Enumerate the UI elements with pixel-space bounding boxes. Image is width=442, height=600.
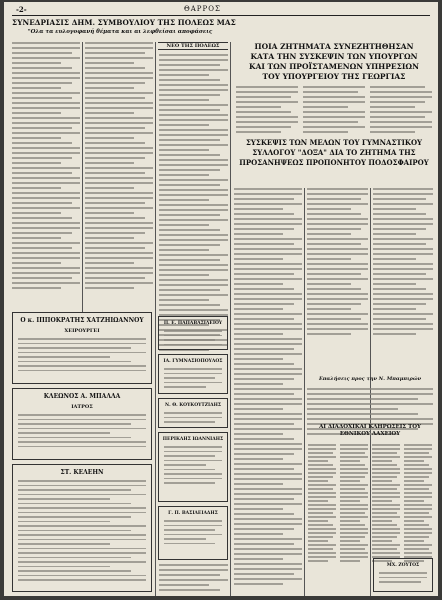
ad-surgeon xyxy=(12,312,152,384)
masthead: ΘΑΡΡΟΣ xyxy=(184,5,221,13)
headline-line: ΣΥΣΚΕΨΙΣ ΤΩΝ ΜΕΛΩΝ ΤΟΥ ΓΥΜΝΑΣΤΙΚΟΥ xyxy=(245,138,423,147)
ad-small-4 xyxy=(158,432,228,502)
gym-club-headline xyxy=(236,138,432,168)
ad-small-3 xyxy=(158,398,228,428)
ad-small-5 xyxy=(158,506,228,560)
headline-line: ΤΟΥ ΥΠΟΥΡΓΕΙΟΥ ΤΗΣ ΓΕΩΡΓΙΑΣ xyxy=(262,72,406,81)
ministry-headline xyxy=(236,42,432,82)
gym-article-col1 xyxy=(234,188,302,588)
article-body-col3 xyxy=(159,54,228,354)
ad-title: Ο κ. ΙΠΠΟΚΡΑΤΗΣ ΧΑΤΖΗΙΩΑΝΝΟΥ xyxy=(20,317,144,324)
headline-line: ΠΡΟΣΑΝΗΨΕΩΣ ΠΡΟΠΟΝΗΤΟΥ ΠΟΔΟΣΦΑΙΡΟΥ xyxy=(239,158,429,167)
council-subheadline: "Ολα τα ευλογοφανή θέματα και αι λεφθείσαι αποφάσεις xyxy=(27,29,213,35)
ad-physician xyxy=(12,388,152,460)
ad-small-6 xyxy=(373,558,433,592)
ad-title: Γ. Π. ΒΑΣΙΛΕΙΑΔΗΣ xyxy=(168,511,218,516)
newspaper-page xyxy=(4,2,438,596)
city-news-label: ΝΕΟ ΤΗΣ ΠΟΛΕΩΣ xyxy=(158,42,228,50)
column-rule xyxy=(155,42,156,596)
ad-title: ΙΑ. ΓΥΜΝΑΣΙΟΠΟΥΛΟΣ xyxy=(163,359,223,364)
column-rule xyxy=(230,42,231,596)
lottery-headline: ΑΙ ΔΙΑΔΟΧΙΚΑΙ ΚΛΗΡΩΣΕΙΣ ΤΟΥ ΕΘΝΙΚΟΥ ΛΑΧΕΙΟΥ xyxy=(319,424,421,437)
lottery-number-table xyxy=(308,444,432,564)
column-rule xyxy=(304,188,305,596)
ad-subtitle: ΧΕΙΡΟΥΡΓΕΙ xyxy=(64,328,100,334)
ministry-article-body xyxy=(236,86,432,136)
ad-subtitle: ΙΑΤΡΟΣ xyxy=(71,404,93,410)
ad-small-2 xyxy=(158,354,228,394)
top-rule xyxy=(12,15,430,16)
gym-article-col2 xyxy=(307,188,368,338)
headline-line: ΚΑΤΑ ΤΗΝ ΣΥΣΚΕΨΙΝ ΤΩΝ ΥΠΟΥΡΓΩΝ xyxy=(250,52,418,61)
article-body-col2 xyxy=(85,42,153,292)
ad-title: Π. Ε. ΠΑΠΑΒΑΣΙΛΕΙΟΥ xyxy=(163,321,223,326)
article-body-col3-lower xyxy=(159,564,228,594)
headline-line: ΣΥΛΛΟΓΟΥ "ΔΟΞΑ" ΔΙΑ ΤΟ ΖΗΤΗΜΑ ΤΗΣ xyxy=(252,148,416,157)
column-rule xyxy=(82,42,83,312)
article-body-col1 xyxy=(12,42,80,292)
page-number: -2- xyxy=(16,5,27,14)
ad-small-1 xyxy=(158,316,228,350)
ad-title: ΚΛΕΩΝΟΣ Α. ΜΠΑΛΛΑ xyxy=(43,393,121,400)
headline-line: ΚΑΙ ΤΩΝ ΠΡΟΪΣΤΑΜΕΝΩΝ ΥΠΗΡΕΣΙΩΝ xyxy=(249,62,419,71)
ad-title: Ν. Θ. ΚΟΥΚΟΥΤΖΙΔΗΣ xyxy=(164,403,222,408)
ad-title: ΣΤ. ΚΕΛΕΗΝ xyxy=(60,469,104,476)
headline-line: ΠΟΙΑ ΖΗΤΗΜΑΤΑ ΣΥΝΕΖΗΤΗΘΗΣΑΝ xyxy=(254,42,414,51)
ad-title: ΠΕΡΙΚΛΗΣ ΙΩΑΝΝΙΔΗΣ xyxy=(162,437,224,442)
ad-lawyer xyxy=(12,464,152,592)
council-headline: ΣΥΝΕΔΡΙΑΣΙΣ ΔΗΜ. ΣΥΜΒΟΥΛΙΟΥ ΤΗΣ ΠΟΛΕΩΣ ΜΑΣ xyxy=(12,18,236,27)
ad-title: ΜΧ. ΖΟΥΤΟΣ xyxy=(386,563,420,568)
gym-article-col3 xyxy=(373,188,433,338)
inset-headline: Επαλήσεις προς την Ν. Μπαμπιρών xyxy=(318,376,422,382)
